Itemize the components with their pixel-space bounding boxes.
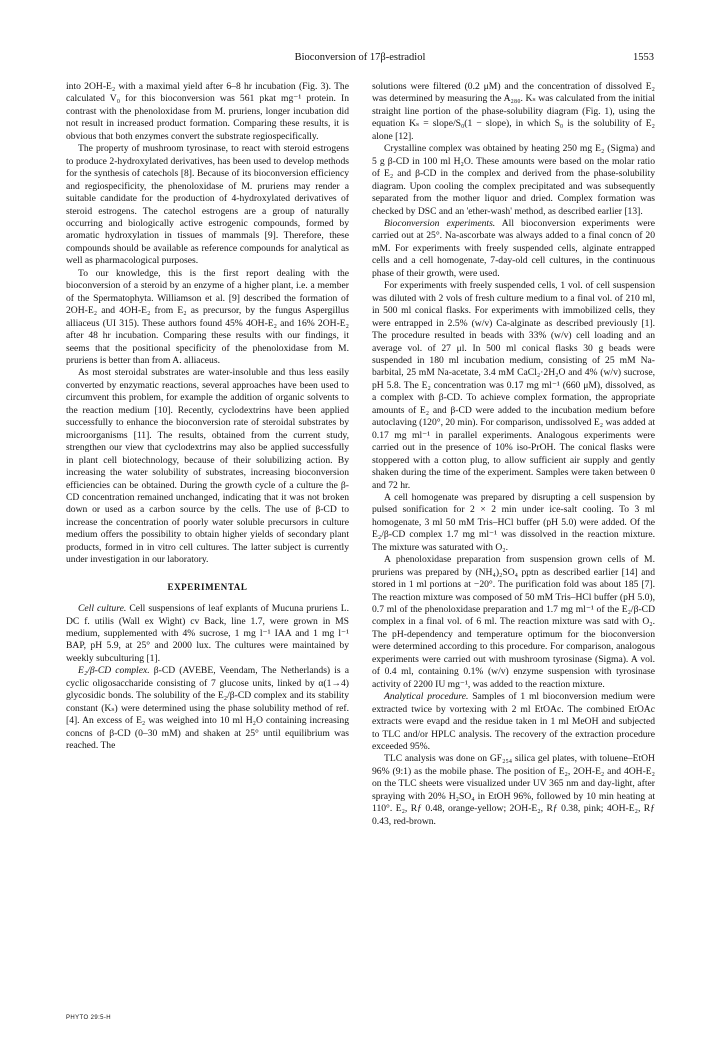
run-in-heading: Analytical procedure. [384, 691, 469, 703]
paragraph: For experiments with freely suspended cells, 1 vol. of cell suspension was diluted with 2 vols of fresh culture medium to a final vol. of 210 ml, in 500 ml conical flasks. For experiments with immobilized cells, they were entrapped in 2.5% (w/v) Ca-alginate as described previously [1]. The procedure resulted in beads with 33% (w/v) cell loading and an average vol. of 27 μl. In 500 ml conical flasks 30 g beads were suspended in 180 ml incubation medium, consisting of 25 mM Na-barbital, 25 mM Na-acetate, 3.4 mM CaCl₂·2H₂O and 4% (w/v) sucrose, pH 5.8. The E₂ concentration was 0.17 mg ml⁻¹ (660 μM), dissolved, as a complex with β-CD. To achieve complex formation, the appropriate amounts of E₂ and β-CD were added to the incubation medium before autoclaving (120°, 20 min). For comparison, undissolved E₂ was added at 0.17 mg ml⁻¹ in parallel experiments. Analogous experiments were carried out in the presence of 10% iso-PrOH. The conical flasks were stoppered with a cotton plug, to allow sufficient air supply and gently shaken during the time of the experiment. Samples were taken between 0 and 72 hr. [372, 280, 655, 491]
paragraph: As most steroidal substrates are water-insoluble and thus less easily converted by enzymatic reactions, several approaches have been used to circumvent this problem, for example the addition of organic solvents to the reaction medium [10]. Recently, cyclodextrins have been applied successfully to enhance the bioconversion rate of steroidal substrates by microorganisms [11]. The results, obtained from the current study, strengthen our view that cyclodextrins may also be applied successfully in plant cell biotechnology, because of their solubilizing action. By increasing the water solubility of substrates, increasing bioconversion efficiencies can be obtained. During the growth cycle of a culture the β-CD concentration remained unchanged, indicating that it was not broken down or used as a carbon source by the cells. The use of β-CD to increase the concentration of poorly water soluble precursors in culture medium offers the possibility to obtain higher yields of secondary plant products, formed in in vitro cell cultures. The latter subject is currently under investigation in our laboratory. [66, 367, 349, 566]
right-column [372, 81, 655, 828]
left-column [66, 81, 349, 753]
paragraph: A phenoloxidase preparation from suspension grown cells of M. pruriens was prepared by (NH₄)₂SO₄ pptn as described earlier [14] and stored in 1 ml portions at −20°. The purification fold was about 185 [7]. The reaction mixture was composed of 50 mM Tris–HCl buffer (pH 5.0), 0.7 ml of the phenoloxidase preparation and 1.7 mg ml⁻¹ of the E₂/β-CD complex in a final vol. of 6 ml. The reaction mixture was satd with O₂. The pH-dependency and temperature optimum for the bioconversion were determined according to this procedure. For comparison, analogous experiments were carried out with mushroom tyrosinase (Sigma). A vol. of 0.4 ml, containing 0.1% (w/v) enzyme suspension with tyrosinase activity of 2200 IU mg⁻¹, was added to the reaction mixture. [372, 554, 655, 690]
paragraph-cell-culture [66, 603, 349, 665]
run-in-heading: Cell culture. [78, 603, 127, 615]
footer-code: PHYTO 29:5-H [66, 1015, 112, 1021]
paragraph-complex [66, 665, 349, 752]
running-title: Bioconversion of 17β-estradiol [294, 52, 426, 63]
paragraph-body: β-CD (AVEBE, Veendam, The Netherlands) is a cyclic oligosaccharide consisting of 7 glucose units, linked by α(1→4) glycosidic bonds. The solubility of the E₂/β-CD complex and its stability constant (Kₛ) were determined using the phase solubility method of ref. [4]. An excess of E₂ was weighed into 10 ml H₂O containing increasing concns of β-CD (0–30 mM) and shaken at 25° until equilibrium was reached. The [66, 665, 350, 752]
paragraph-body: All bioconversion experiments were carried out at 25°. Na-ascorbate was always added to a final concn of 20 mM. For experiments with freely suspended cells, alginate entrapped cells and a cell homogenate, 7-day-old cell cultures, in the continuous phase of their growth, were used. [372, 217, 655, 279]
page-number: 1553 [633, 52, 654, 63]
paragraph-bioconversion [372, 218, 655, 280]
paragraph: Crystalline complex was obtained by heating 250 mg E₂ (Sigma) and 5 g β-CD in 100 ml H₂O. These amounts were based on the molar ratio of E₂ and β-CD in the complex and derived from the phase-solubility diagram. Upon cooling the complex precipitated and was subsequently separated from the mother liquor and dried. Complex formation was checked by DSC and an 'ether-wash' method, as described earlier [13]. [372, 143, 655, 217]
paragraph: solutions were filtered (0.2 μM) and the concentration of dissolved E₂ was determined by measuring the A₂₈₀. Kₛ was calculated from the initial straight line portion of the phase-solubility diagram (Fig. 1), using the equation Kₛ = slope/S₀(1 − slope), in which S₀ is the solubility of E₂ alone [12]. [372, 81, 655, 142]
run-in-heading: E₂/β-CD complex. [78, 665, 150, 677]
paragraph-analytical [372, 691, 655, 753]
running-header [66, 52, 654, 66]
run-in-heading: Bioconversion experiments. [384, 217, 496, 229]
paragraph: To our knowledge, this is the first report dealing with the bioconversion of a steroid by an enzyme of a higher plant, i.e. a member of the Spermatophyta. Williamson et al. [9] described the formation of 2OH-E₂ and 4OH-E₂ from E₂ as precursor, by the fungus Aspergillus alliaceus (UI 315). These authors found 45% 4OH-E₂ and 16% 2OH-E₂ after 48 hr incubation. Comparing these results with our findings, it seems that the positional specificity of the phenoloxidase from M. pruriens is better than from A. alliaceus. [66, 267, 349, 366]
paragraph: TLC analysis was done on GF₂₅₄ silica gel plates, with toluene–EtOH 96% (9:1) as the mobile phase. The position of E₂, 2OH-E₂ and 4OH-E₂ on the TLC sheets were visualized under UV 365 nm and day-light, after spraying with 20% H₂SO₄ in EtOH 96%, followed by 10 min heating at 110°. E₂, Rƒ 0.48, orange-yellow; 2OH-E₂, Rƒ 0.38, pink; 4OH-E₂, Rƒ 0.43, red-brown. [372, 753, 655, 827]
paragraph: A cell homogenate was prepared by disrupting a cell suspension by pulsed sonification for 2 × 2 min under ice-salt cooling. To 3 ml homogenate, 3 ml 50 mM Tris–HCl buffer (pH 5.0) were added. Of the E₂/β-CD complex 1.7 mg ml⁻¹ was dissolved in the reaction mixture. The mixture was saturated with O₂. [372, 491, 655, 553]
paragraph: into 2OH-E₂ with a maximal yield after 6–8 hr incubation (Fig. 3). The calculated V₀ for this bioconversion was 561 pkat mg⁻¹ protein. In contrast with the phenoloxidase from M. pruriens, longer incubation did not result in increased product formation. Comparing these results, it is obvious that both enzymes convert the substrate regiospecifically. [66, 81, 349, 142]
section-title: EXPERIMENTAL [167, 581, 248, 592]
paragraph-body: Cell suspensions of leaf explants of Mucuna pruriens L. DC f. utilis (Wall ex Wight) cv Back, line 1.7, were grown in MS medium, supplemented with 4% sucrose, 1 mg l⁻¹ IAA and 1 mg l⁻¹ BAP, pH 5.9, at 25° and 2000 lux. The cultures were maintained by weekly subculturing [1]. [66, 603, 349, 664]
paragraph: The property of mushroom tyrosinase, to react with steroid estrogens to produce 2-hydroxylated derivatives, has been used to develop methods for the synthesis of catechols [8]. Because of its bioconversion efficiency and regiospecificity, the phenoloxidase of M. pruriens may render a suitable candidate for the production of 4-hydroxylated derivatives of steroid estrogens. The catechol estrogens are a group of naturally occurring and biologically active estrogenic compounds, formed by aromatic hydroxylation in tissues of mammals [9]. Therefore, these compounds should be available as reference compounds for analytical as well as pharmacological purposes. [66, 143, 349, 267]
paragraph-body: Samples of 1 ml bioconversion medium were extracted twice by vortexing with 2 ml EtOAc. The combined EtOAc extracts were evapd and the residue taken in 1 ml MeOH and subjected to TLC and/or HPLC analysis. The recovery of the extraction procedure exceeded 95%. [372, 691, 655, 753]
